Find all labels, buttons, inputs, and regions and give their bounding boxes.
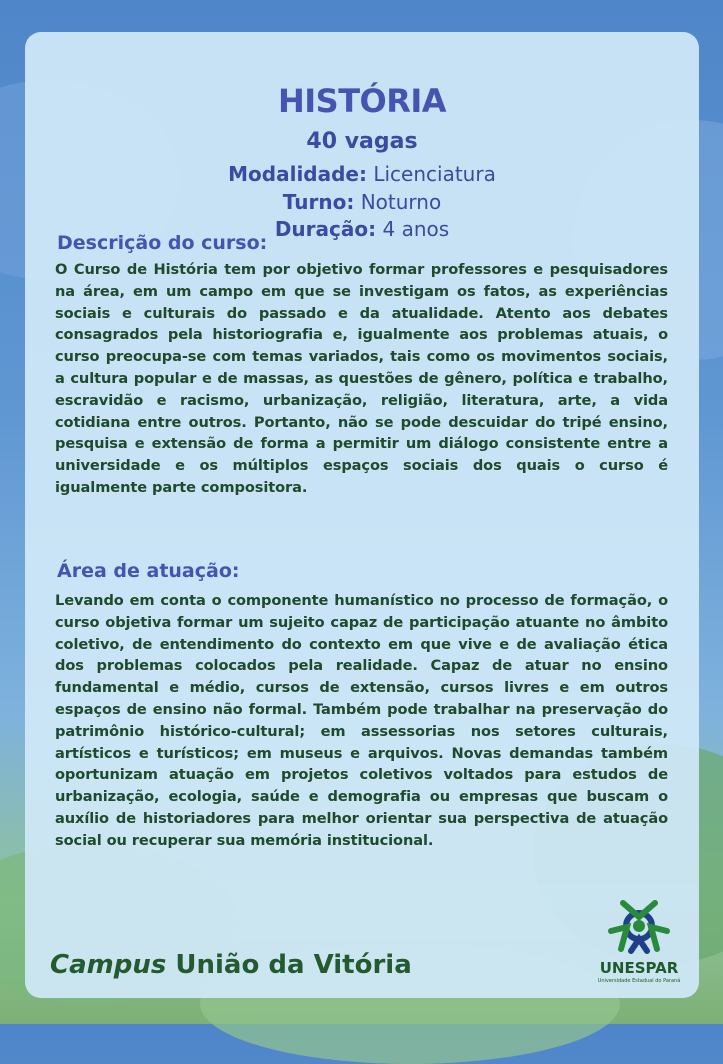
duration-value: 4 anos xyxy=(382,217,450,241)
logo-subtitle: Universidade Estadual do Paraná xyxy=(597,978,681,984)
description-text: O Curso de História tem por objetivo formar professores e pesquisadores na área, em um campo em que se investigam os fatos, as experiências sociais e culturais do passado e da atualidade. Atento aos debates consagrados pela historiografia e, igualmente aos problemas atuais, o curso preocupa-se com temas variados, tais como os movimentos sociais, a cultura popular e de massas, as questões de gênero, política e trabalho, escravidão e racismo, urbanização, religião, literatura, arte, a vida cotidiana entre outros. Portanto, não se pode descuidar do tripé ensino, pesquisa e extensão de forma a permitir um diálogo consistente entre a universidade e os múltiplos espaços sociais dos quais o curso é igualmente parte compositora. xyxy=(55,261,668,496)
campus-name xyxy=(50,950,412,980)
course-title: HISTÓRIA xyxy=(277,82,447,120)
description-heading: Descrição do curso: xyxy=(57,232,268,254)
shift-value: Noturno xyxy=(360,190,442,214)
logo-name: UNESPAR xyxy=(599,959,679,977)
unespar-logo xyxy=(594,895,684,984)
career-text: Levando em conta o componente humanístico no processo de formação, o curso objetiva formar um sujeito capaz de participação atuante no âmbito coletivo, de entendimento do contexto em que vive e de avaliação ética dos problemas colocados pela realidade. Capaz de atuar no ensino fundamental e médio, cursos de extensão, cursos livres e em outros espaços de ensino não formal. Também pode trabalhar na preservação do patrimônio histórico-cultural; em assessorias nos setores culturais, artísticos e turísticos; em museus e arquivos. Novas demandas também oportunizam atuação em projetos coletivos voltados para estudos de urbanização, ecologia, saúde e demografia ou empresas que buscam o auxílio de historiadores para melhor orientar sua perspectiva de atuação social ou recuperar sua memória institucional. xyxy=(55,592,668,849)
modality-label: Modalidade: xyxy=(228,162,367,186)
modality-line xyxy=(25,162,699,186)
unespar-logo-icon xyxy=(603,895,675,957)
duration-label: Duração: xyxy=(274,217,377,241)
shift-line xyxy=(25,190,699,214)
campus-city: União da Vitória xyxy=(175,950,412,980)
campus-label: Campus xyxy=(50,950,167,980)
modality-value: Licenciatura xyxy=(373,162,496,186)
vacancies: 40 vagas xyxy=(306,129,418,154)
content-card xyxy=(25,32,699,998)
shift-label: Turno: xyxy=(282,190,355,214)
career-heading: Área de atuação: xyxy=(57,560,240,582)
